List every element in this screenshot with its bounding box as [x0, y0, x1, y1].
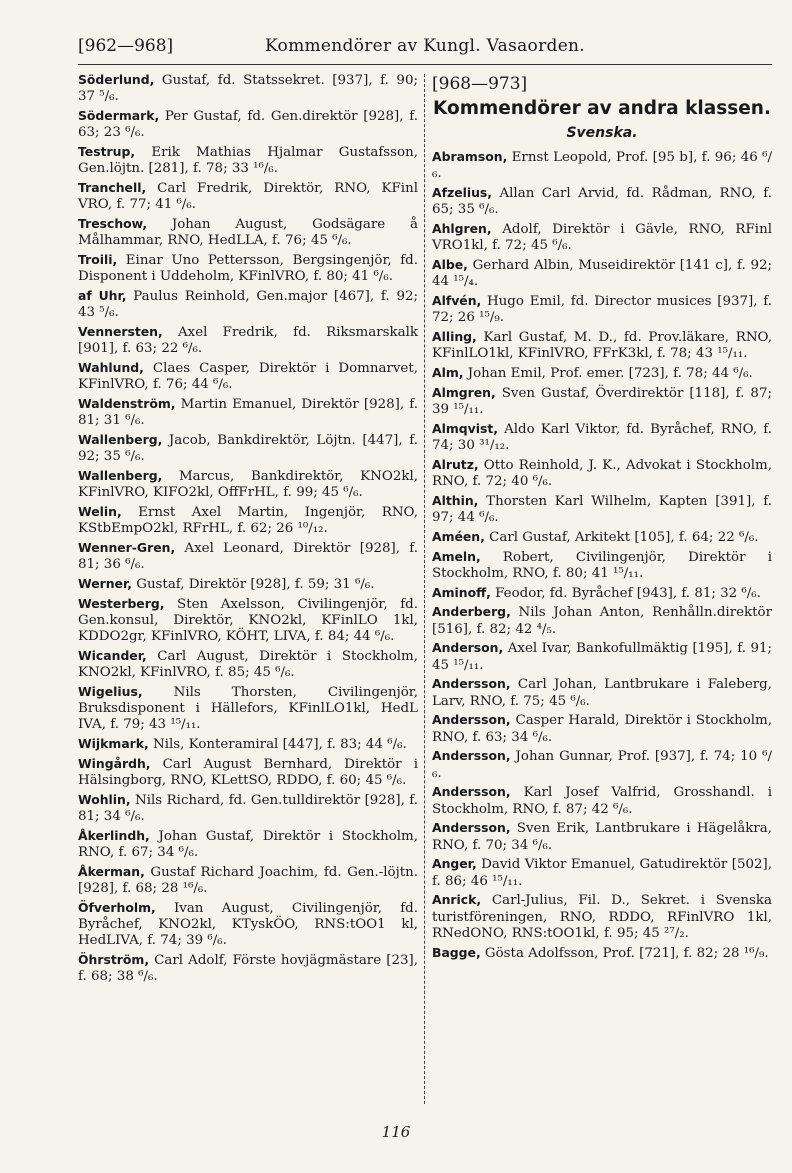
entry-name: Treschow , — [78, 216, 147, 231]
entry-name: Ameln , — [432, 549, 481, 564]
list-item — [78, 736, 418, 753]
entry-name: Andersson , — [432, 748, 511, 763]
header-rule — [78, 64, 772, 65]
entry-text: Carl Adolf, Förste hovjägmästare [23], f. 68; 38 ⁶/₆. — [78, 953, 418, 985]
entry-name: Södermark , — [78, 108, 159, 123]
entry-name: Anger , — [432, 856, 477, 871]
entry-text: Nils, Konteramiral [447], f. 83; 44 ⁶/₆. — [148, 737, 407, 753]
list-item — [78, 432, 418, 465]
entry-name: Abramson , — [432, 149, 507, 164]
list-item — [432, 329, 772, 362]
entry-name: Wallenberg , — [78, 468, 162, 483]
entry-text: Axel Ivar, Bankofullmäktig [195], f. 91; 45 ¹⁵/₁₁. — [432, 641, 772, 673]
list-item — [432, 149, 772, 182]
entry-text: Robert, Civilingenjör, Direktör i Stockholm, RNO, f. 80; 41 ¹⁵/₁₁. — [432, 549, 772, 581]
list-item — [432, 784, 772, 817]
entry-name: Albe , — [432, 257, 468, 272]
header-range: [962—968] — [78, 36, 174, 56]
entry-text: Jacob, Bankdirektör, Löjtn. [447], f. 92; 35 ⁶/₆. — [78, 433, 418, 465]
entry-name: Åkerman , — [78, 864, 145, 879]
list-item — [432, 585, 772, 602]
entry-name: Aminoff , — [432, 585, 491, 600]
list-item — [432, 385, 772, 418]
entry-name: Wohlin , — [78, 792, 131, 807]
entry-name: Wahlund , — [78, 360, 144, 375]
page-header — [78, 36, 772, 60]
entry-name: Almgren , — [432, 385, 496, 400]
entry-text: Sven Erik, Lantbrukare i Hägelåkra, RNO, f. 70; 34 ⁶/₆. — [432, 821, 772, 853]
entry-name: Tranchell , — [78, 180, 146, 195]
entry-name: Andersson , — [432, 784, 511, 799]
list-item — [78, 144, 418, 177]
list-item — [78, 952, 418, 985]
list-item — [432, 257, 772, 290]
entry-name: Öfverholm , — [78, 900, 156, 915]
list-item — [78, 864, 418, 897]
list-item — [78, 108, 418, 141]
entry-text: Carl-Julius, Fil. D., Sekret. i Svenska turistföreningen, RNO, RDDO, RFinlVRO 1kl, RNedONO, RNS:tOO1kl, f. 95; 45 ²⁷/₂. — [432, 893, 772, 941]
column-divider — [424, 74, 425, 1104]
entry-text: Hugo Emil, fd. Director musices [937], f. 72; 26 ¹⁵/₉. — [432, 294, 772, 326]
entry-text: Carl Gustaf, Arkitekt [105], f. 64; 22 ⁶/₆. — [484, 529, 759, 545]
entry-name: Afzelius , — [432, 185, 492, 200]
entry-name: Åkerlindh , — [78, 828, 150, 843]
entry-text: Thorsten Karl Wilhelm, Kapten [391], f. 97; 44 ⁶/₆. — [432, 493, 772, 525]
list-item — [78, 324, 418, 357]
entry-name: Andersson , — [432, 820, 511, 835]
entry-text: Gustaf Richard Joachim, fd. Gen.-löjtn. [928], f. 68; 28 ¹⁶/₆. — [78, 865, 418, 897]
list-item — [78, 756, 418, 789]
list-item — [432, 640, 772, 673]
list-item — [432, 221, 772, 254]
list-item — [432, 457, 772, 490]
entry-text: Sten Axelsson, Civilingenjör, fd. Gen.konsul, Direktör, KNO2kl, KFinlLO 1kl, KDDO2gr, KFinlVRO, KÖHT, LIVA, f. 84; 44 ⁶/₆. — [78, 596, 418, 645]
list-item — [78, 396, 418, 429]
entry-name: Wingårdh , — [78, 756, 151, 771]
entry-text: Carl August, Direktör i Stockholm, KNO2kl, KFinlVRO, f. 85; 45 ⁶/₆. — [78, 649, 418, 681]
entry-name: Andersson , — [432, 712, 511, 727]
list-item — [432, 529, 772, 546]
entry-text: Carl Fredrik, Direktör, RNO, KFinl VRO, f. 77; 41 ⁶/₆. — [78, 181, 418, 213]
entry-text: Allan Carl Arvid, fd. Rådman, RNO, f. 65; 35 ⁶/₆. — [432, 186, 772, 218]
entry-text: Nils Richard, fd. Gen.tulldirektör [928], f. 81; 34 ⁶/₆. — [78, 793, 418, 825]
entry-name: Wijkmark , — [78, 736, 149, 751]
list-item — [432, 604, 772, 637]
entry-text: Sven Gustaf, Överdirektör [118], f. 87; 39 ¹⁵/₁₁. — [432, 385, 772, 417]
list-item — [78, 596, 418, 646]
list-item — [432, 676, 772, 709]
list-item — [432, 892, 772, 942]
entry-name: Améen , — [432, 529, 485, 544]
entry-name: Waldenström , — [78, 396, 175, 411]
entry-name: Wigelius , — [78, 684, 143, 699]
list-item — [78, 288, 418, 321]
entry-text: Gustaf, Direktör [928], f. 59; 31 ⁶/₆. — [131, 577, 375, 592]
entry-text: Per Gustaf, fd. Gen.direktör [928], f. 63; 23 ⁶/₆. — [78, 109, 418, 141]
entry-text: Johan Gunnar, Prof. [937], f. 74; 10 ⁶/₆. — [432, 749, 772, 781]
list-item — [78, 216, 418, 249]
entry-name: Werner , — [78, 576, 132, 591]
entry-text: Martin Emanuel, Direktör [928], f. 81; 31 ⁶/₆. — [78, 397, 418, 429]
list-item — [432, 365, 772, 382]
header-title: Kommendörer av Kungl. Vasaorden. — [264, 36, 586, 56]
list-item — [432, 856, 772, 889]
list-item — [78, 576, 418, 593]
entry-name: Wallenberg , — [78, 432, 162, 447]
list-item — [78, 648, 418, 681]
list-item — [78, 504, 418, 537]
entry-text: Karl Gustaf, M. D., fd. Prov.läkare, RNO, KFinlLO1kl, KFinlVRO, FFrK3kl, f. 78; 43 ¹⁵/₁₁. — [432, 330, 772, 362]
entry-name: Anderson , — [432, 640, 503, 655]
entry-text: David Viktor Emanuel, Gatudirektör [502], f. 86; 46 ¹⁵/₁₁. — [432, 857, 772, 889]
list-item — [78, 252, 418, 285]
entry-name: Anderberg , — [432, 604, 511, 619]
list-item — [78, 900, 418, 950]
entry-text: Paulus Reinhold, Gen.major [467], f. 92; 43 ⁵/₆. — [78, 289, 418, 321]
entry-text: Casper Harald, Direktör i Stockholm, RNO, f. 63; 34 ⁶/₆. — [432, 713, 772, 745]
entry-text: Claes Casper, Direktör i Domnarvet, KFinlVRO, f. 76; 44 ⁶/₆. — [78, 361, 418, 393]
entry-text: Axel Leonard, Direktör [928], f. 81; 36 ⁶/₆. — [78, 541, 418, 573]
entry-text: Feodor, fd. Byråchef [943], f. 81; 32 ⁶/₆. — [490, 585, 761, 601]
list-item — [432, 712, 772, 745]
entry-name: Wicander , — [78, 648, 147, 663]
entry-text: Adolf, Direktör i Gävle, RNO, RFinl VRO1kl, f. 72; 45 ⁶/₆. — [432, 222, 772, 254]
entry-text: Gösta Adolfsson, Prof. [721], f. 82; 28 ¹⁶/₉. — [480, 945, 769, 961]
entry-name: Wenner-Gren , — [78, 540, 175, 555]
list-item — [78, 468, 418, 501]
entry-text: Johan August, Godsägare å Målhammar, RNO, HedLLA, f. 76; 45 ⁶/₆. — [78, 217, 418, 249]
entry-text: Johan Emil, Prof. emer. [723], f. 78; 44 ⁶/₆. — [463, 366, 753, 381]
entry-name: Althin , — [432, 493, 478, 508]
list-item — [432, 945, 772, 962]
entry-text: Marcus, Bankdirektör, KNO2kl, KFinlVRO, KIFO2kl, OffFrHL, f. 99; 45 ⁶/₆. — [78, 469, 418, 501]
list-item — [432, 820, 772, 853]
entry-text: Ernst Leopold, Prof. [95 b], f. 96; 46 ⁶/₆. — [432, 150, 772, 182]
list-item — [432, 293, 772, 326]
entry-name: Almqvist , — [432, 421, 498, 436]
list-item — [78, 360, 418, 393]
entry-text: Aldo Karl Viktor, fd. Byråchef, RNO, f. 74; 30 ³¹/₁₂. — [432, 421, 772, 453]
section-title: Kommendörer av andra klassen. — [432, 98, 771, 119]
right-entries — [432, 149, 772, 962]
list-item — [78, 540, 418, 573]
entry-text: Carl Johan, Lantbrukare i Faleberg, Larv, RNO, f. 75; 45 ⁶/₆. — [432, 677, 772, 709]
list-item — [432, 549, 772, 582]
entry-name: af Uhr , — [78, 288, 126, 303]
entry-name: Alm , — [432, 365, 463, 380]
entry-name: Alrutz , — [432, 457, 479, 472]
list-item — [78, 792, 418, 825]
entry-text: Gustaf, fd. Statssekret. [937], f. 90; 37 ⁵/₆. — [78, 73, 418, 105]
page-number: 116 — [381, 1123, 411, 1141]
left-column — [78, 72, 418, 988]
entry-text: Nils Johan Anton, Renhålln.direktör [516], f. 82; 42 ⁴/₅. — [432, 605, 772, 637]
entry-text: Nils Thorsten, Civilingenjör, Bruksdisponent i Hällefors, KFinlLO1kl, HedL IVA, f. 79; 43 ¹⁵/₁₁. — [78, 685, 418, 733]
entry-text: Karl Josef Valfrid, Grosshandl. i Stockholm, RNO, f. 87; 42 ⁶/₆. — [432, 785, 772, 817]
section-range: [968—973] — [432, 74, 528, 94]
entry-text: Ernst Axel Martin, Ingenjör, RNO, KStbEmpO2kl, RFrHL, f. 62; 26 ¹⁰/₁₂. — [78, 505, 418, 537]
entry-name: Westerberg , — [78, 596, 164, 611]
list-item — [78, 180, 418, 213]
entry-text: Axel Fredrik, fd. Riksmarskalk [901], f. 63; 22 ⁶/₆. — [78, 325, 418, 357]
right-column — [432, 72, 772, 964]
entry-name: Ahlgren , — [432, 221, 492, 236]
list-item — [78, 828, 418, 861]
entry-name: Testrup , — [78, 144, 135, 159]
entry-name: Alfvén , — [432, 293, 481, 308]
section-subtitle: Svenska. — [566, 125, 638, 141]
list-item — [432, 185, 772, 218]
list-item — [78, 684, 418, 734]
entry-text: Johan Gustaf, Direktör i Stockholm, RNO, f. 67; 34 ⁶/₆. — [78, 829, 418, 861]
entry-name: Öhrström , — [78, 952, 149, 967]
entry-name: Vennersten , — [78, 324, 163, 339]
entry-name: Alling , — [432, 329, 477, 344]
entry-name: Troili , — [78, 252, 117, 267]
list-item — [78, 72, 418, 105]
entry-text: Erik Mathias Hjalmar Gustafsson, Gen.löjtn. [281], f. 78; 33 ¹⁶/₆. — [78, 145, 418, 177]
entry-name: Andersson , — [432, 676, 511, 691]
list-item — [432, 421, 772, 454]
entry-text: Carl August Bernhard, Direktör i Hälsingborg, RNO, KLettSO, RDDO, f. 60; 45 ⁶/₆. — [78, 757, 418, 789]
entry-text: Otto Reinhold, J. K., Advokat i Stockholm, RNO, f. 72; 40 ⁶/₆. — [432, 457, 772, 489]
entry-name: Anrick , — [432, 892, 481, 907]
entry-name: Söderlund , — [78, 72, 154, 87]
entry-name: Welin , — [78, 504, 122, 519]
entry-text: Ivan August, Civilingenjör, fd. Byråchef, KNO2kl, KTyskÖO, RNS:tOO1 kl, HedLIVA, f. 74; 39 ⁶/₆. — [78, 901, 418, 949]
entry-text: Gerhard Albin, Museidirektör [141 c], f. 92; 44 ¹⁵/₄. — [432, 258, 772, 290]
list-item — [432, 748, 772, 781]
entry-text: Einar Uno Pettersson, Bergsingenjör, fd. Disponent i Uddeholm, KFinlVRO, f. 80; 41 ⁶/₆. — [78, 253, 418, 285]
entry-name: Bagge , — [432, 945, 481, 960]
list-item — [432, 493, 772, 526]
